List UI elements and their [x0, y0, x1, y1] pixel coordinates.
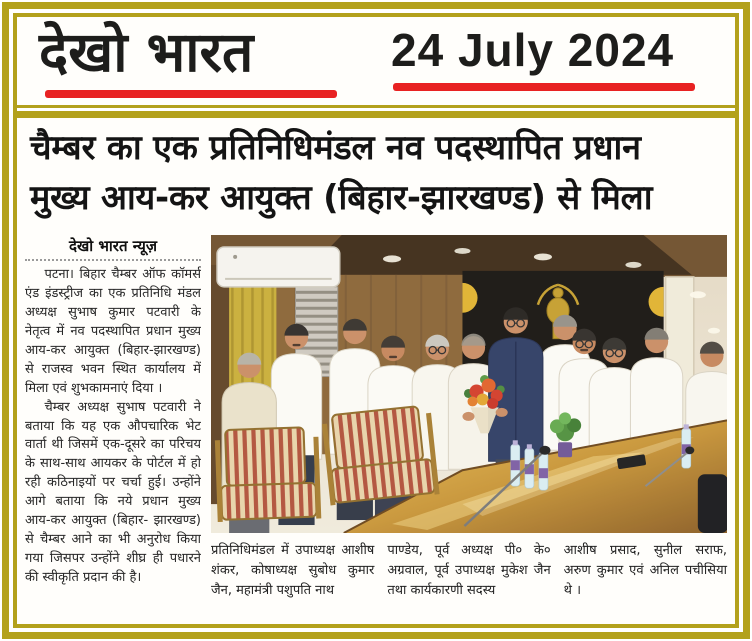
- caption-column-2: पाण्डेय, पूर्व अध्यक्ष पी० के० अग्रवाल, पूर्व उपाध्यक्ष मुकेश जैन तथा कार्यकारणी सदस्य: [387, 543, 551, 599]
- headline-line-1: चैम्बर का एक प्रतिनिधिमंडल नव पदस्थापित प्रधान: [30, 128, 641, 168]
- caption-column-1: प्रतिनिधिमंडल में उपाध्यक्ष आशीष शंकर, कोषाध्यक्ष सुबोध कुमार जैन, महामंत्री पशुपति नाथ: [211, 543, 375, 599]
- news-photo: [211, 235, 727, 533]
- photo-caption: [211, 533, 727, 601]
- caption-column-3: आशीष प्रसाद, सुनील सराफ, अरुण कुमार एवं अनिल पचीसिया थे ।: [563, 543, 727, 599]
- news-photo-illustration: [211, 235, 727, 533]
- gold-divider: [17, 105, 735, 118]
- masthead-date-underline: [393, 83, 695, 91]
- article-paragraph-1: पटना। बिहार चैम्बर ऑफ कॉमर्स एंड इंडस्ट्रीज का एक प्रतिनिधि मंडल अध्यक्ष सुभाष कुमार पटवारी के नेतृत्व में नव पदस्थापित प्रधान मुख्य आय-कर आयुक्त (बिहार-झारखण्ड) से राजस्व भवन स्थित कार्यालय में मिला एवं शुभकामनाएं दिया ।: [25, 267, 201, 396]
- article-column: [25, 235, 201, 624]
- inner-gold-frame: [13, 13, 739, 628]
- outer-gold-frame: [2, 2, 750, 639]
- article-body: [17, 231, 735, 624]
- article-paragraph-2: चैम्बर अध्यक्ष सुभाष पटवारी ने बताया कि यह एक औपचारिक भेट वार्ता थी जिसमें एक-दूसरे का परिचय के साथ-साथ आयकर के पोर्टल में हो रही कठिनाइयों पर चर्चा हुई। उन्होंने आगे बताया कि नये प्रधान मुख्य आय-कर आयुक्त (बिहार- झारखण्ड) से चैम्बर आने का भी अनुरोध किया गया जिसपर उन्होंने शीघ्र ही पधारने की स्वीकृति प्रदान की है।: [25, 399, 201, 585]
- masthead: [17, 17, 735, 105]
- byline: देखो भारत न्यूज़: [69, 237, 157, 256]
- headline-line-2: मुख्य आय-कर आयुक्त (बिहार-झारखण्ड) से मिला: [30, 177, 653, 218]
- masthead-date: 24 July 2024: [391, 24, 675, 76]
- byline-dotted-rule: [25, 259, 201, 261]
- photo-and-caption: [211, 235, 727, 624]
- masthead-title: देखो भारत: [39, 20, 254, 84]
- masthead-title-underline: [45, 90, 337, 98]
- headline: [17, 118, 735, 231]
